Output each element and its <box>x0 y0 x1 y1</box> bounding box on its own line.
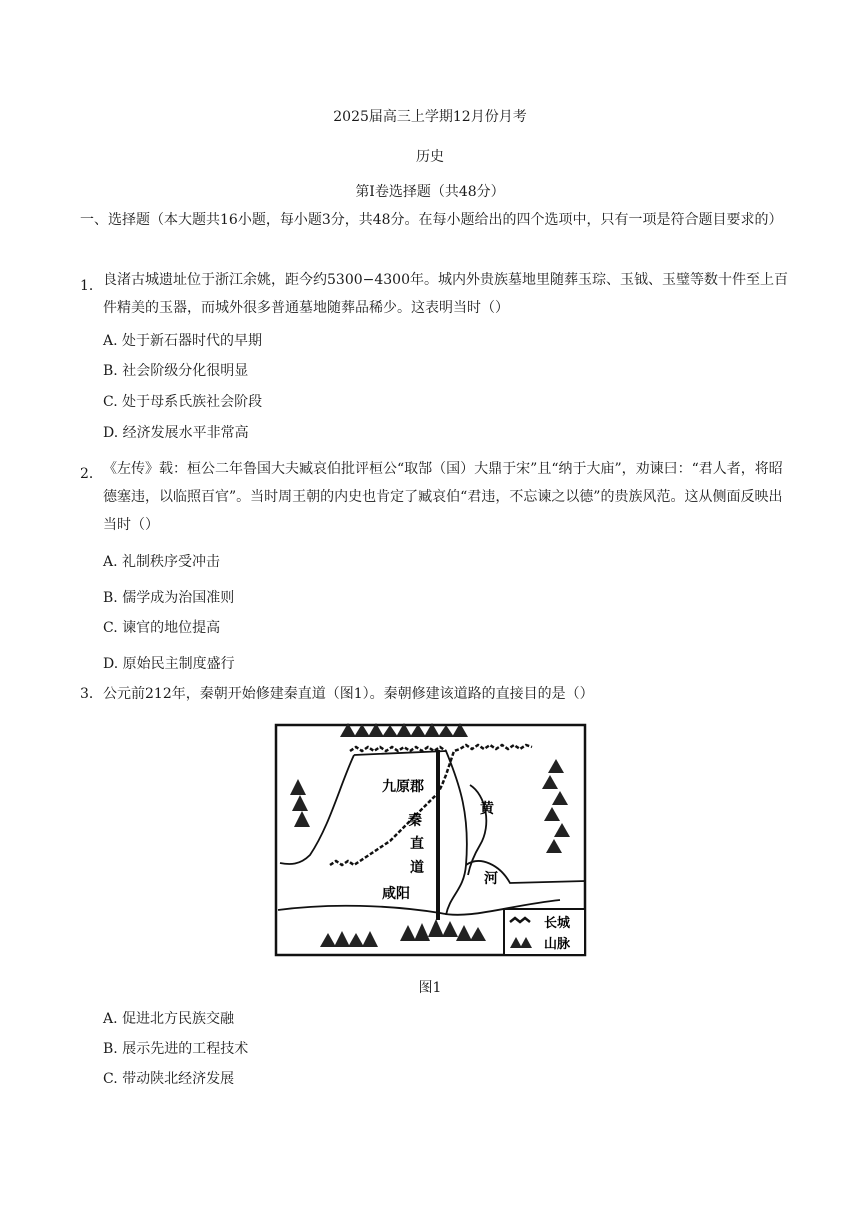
legend-great-wall-label: 长城 <box>544 916 571 931</box>
question-2-option-b[interactable]: B. 儒学成为治国准则 <box>103 590 235 606</box>
question-3-option-b[interactable]: B. 展示先进的工程技术 <box>103 1041 249 1057</box>
label-jiuyuan: 九原郡 <box>382 779 424 795</box>
question-2-option-c[interactable]: C. 谏官的地位提高 <box>103 620 221 636</box>
question-3-option-a[interactable]: A. 促进北方民族交融 <box>103 1011 235 1027</box>
question-1-option-a[interactable]: A. 处于新石器时代的早期 <box>103 333 263 349</box>
label-xianyang: 咸阳 <box>382 886 410 902</box>
label-qin: 秦 <box>408 813 422 829</box>
question-1-stem: 良渚古城遗址位于浙江余姚，距今约5300−4300年。城内外贵族墓地里随葬玉琮、玉钺、玉璧等数十件至上百件精美的玉器，而城外很多普通墓地随葬品稀少。这表明当时（） <box>103 272 788 316</box>
question-2-stem: 《左传》载：桓公二年鲁国大夫臧哀伯批评桓公“取郜（国）大鼎于宋”且“纳于大庙”，劝谏曰：“君人者，将昭德塞违，以临照百官”。当时周王朝的内史也肯定了臧哀伯“君违，不忘谏之以德”的贵族风范。这从侧面反映出当时（） <box>103 461 783 533</box>
subject-title: 历史 <box>416 149 444 165</box>
label-he: 河 <box>484 871 498 887</box>
question-1-option-d[interactable]: D. 经济发展水平非常高 <box>103 425 249 441</box>
legend-mountain-label: 山脉 <box>544 937 571 952</box>
section-heading: 一、选择题（本大题共16小题，每小题3分，共48分。在每小题给出的四个选项中，只有一项是符合题目要求的） <box>80 212 783 228</box>
label-dao: 道 <box>410 860 424 876</box>
qin-straight-road-map <box>270 715 590 960</box>
part-title: 第I卷选择题（共48分） <box>355 184 505 200</box>
question-1-option-b[interactable]: B. 社会阶级分化很明显 <box>103 363 249 379</box>
question-3-option-c[interactable]: C. 带动陕北经济发展 <box>103 1071 235 1087</box>
question-3-stem: 公元前212年，秦朝开始修建秦直道（图1）。秦朝修建该道路的直接目的是（） <box>103 686 594 702</box>
question-3-number: 3． <box>80 686 103 702</box>
label-zhi: 直 <box>410 836 424 852</box>
question-2-option-d[interactable]: D. 原始民主制度盛行 <box>103 656 235 672</box>
question-1-number: 1． <box>80 278 103 294</box>
question-2-option-a[interactable]: A. 礼制秩序受冲击 <box>103 554 221 570</box>
label-huang: 黄 <box>480 801 494 817</box>
exam-title: 2025届高三上学期12月份月考 <box>333 109 527 125</box>
question-1-option-c[interactable]: C. 处于母系氏族社会阶段 <box>103 394 263 410</box>
question-2-number: 2． <box>80 466 103 482</box>
figure-caption: 图1 <box>418 980 442 996</box>
